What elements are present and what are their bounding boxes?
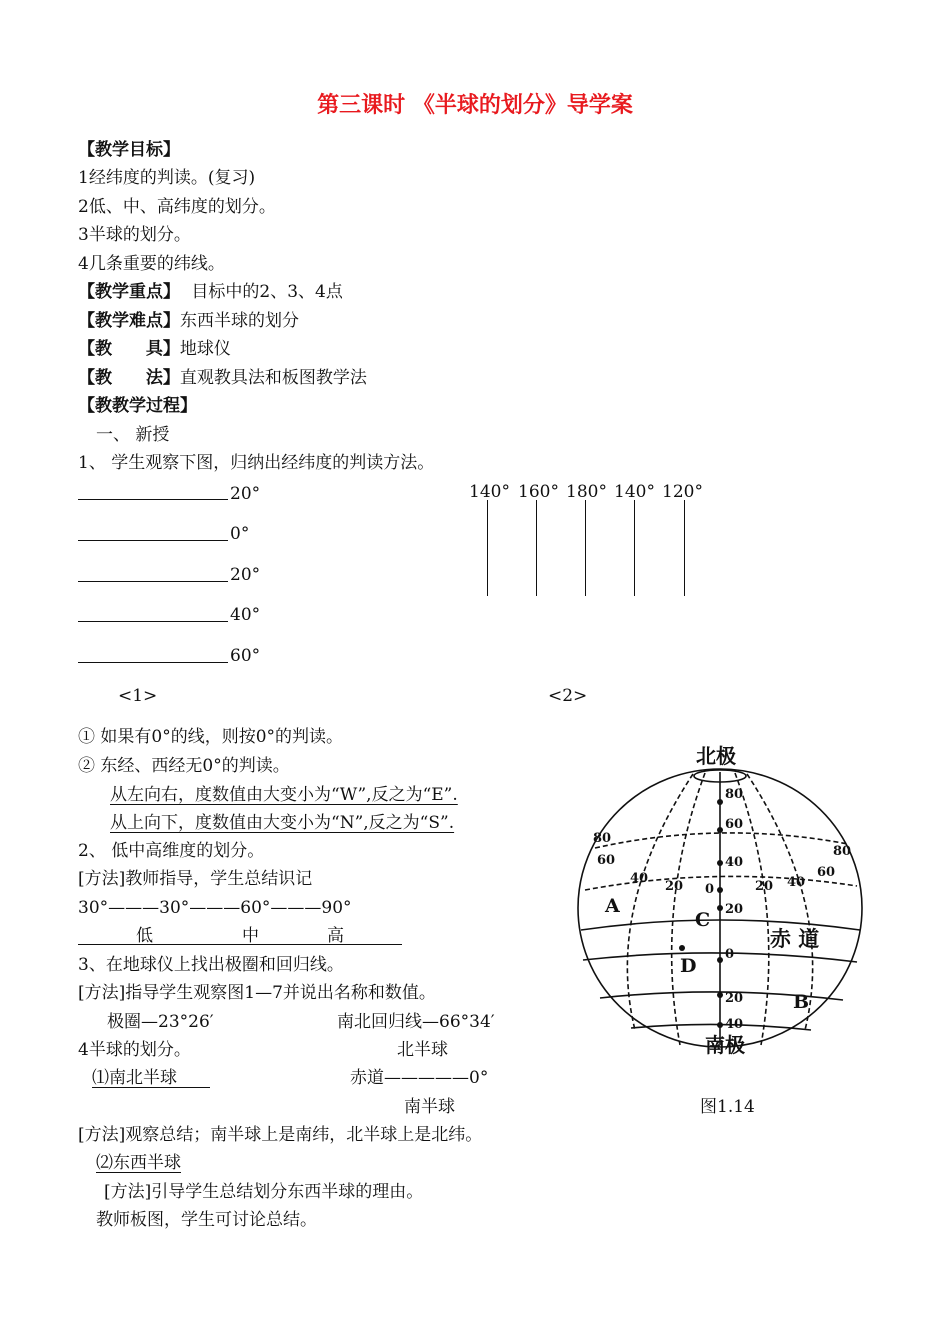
longitude-tick: 40 (630, 871, 649, 886)
point-d-label: D (680, 955, 697, 977)
longitude-tick: 80 (833, 844, 852, 859)
figure-1-caption: <1> (118, 686, 158, 706)
rule-1: ① 如果有0°的线，则按0°的判读。 (78, 727, 344, 747)
tick-dot (717, 860, 723, 866)
longitude-line (487, 500, 488, 596)
tools-label: 【教 具】 (78, 339, 180, 359)
objective-item: 4几条重要的纬线。 (78, 254, 225, 274)
key-points-label: 【教学重点】 (78, 282, 180, 302)
method-2: [方法]教师指导，学生总结识记 (78, 869, 313, 889)
tools-text: 地球仪 (179, 339, 231, 359)
globe-diagram (565, 740, 875, 1060)
longitude-line (585, 500, 586, 596)
objectives-heading: 【教学目标】 (78, 140, 180, 160)
latitude-tick: 0 (725, 947, 735, 962)
high-latitude-label: 高 (327, 926, 344, 946)
process-heading: 【教教学过程】 (78, 396, 197, 416)
latitude-tick: 20 (725, 991, 744, 1006)
tick-dot (717, 827, 723, 833)
tick-dot (717, 1022, 723, 1028)
difficulties-label: 【教学难点】 (78, 311, 180, 331)
objective-item: 1经纬度的判读。(复习) (78, 168, 256, 188)
step-4: 4半球的划分。 (78, 1040, 191, 1060)
step-1: 1、 学生观察下图，归纳出经纬度的判读方法。 (78, 453, 435, 473)
latitude-curve (595, 833, 848, 848)
point-d-dot (679, 945, 685, 951)
latitude-line (78, 499, 228, 500)
latitude-label: 20° (230, 565, 261, 585)
south-hemisphere-label: 南半球 (404, 1097, 455, 1117)
longitude-label: 140° (469, 482, 510, 502)
latitude-label: 40° (230, 605, 261, 625)
longitude-line (634, 500, 635, 596)
longitude-tick: 0 (705, 882, 715, 897)
rule-3: 从左向右，度数值由大变小为“W”,反之为“E”. (110, 785, 458, 805)
low-latitude-label: 低 (136, 926, 153, 946)
methods-label: 【教 法】 (78, 368, 180, 388)
rule-4: 从上向下，度数值由大变小为“N”,反之为“S”. (110, 813, 455, 833)
longitude-tick: 20 (755, 879, 774, 894)
ns-item-underline (120, 1087, 210, 1088)
equator-label: 赤 道 (770, 926, 820, 951)
point-b-label: B (793, 991, 810, 1013)
tick-dot (717, 799, 723, 805)
point-c-dot (717, 905, 723, 911)
north-pole-label: 北极 (696, 744, 736, 768)
longitude-label: 180° (566, 482, 607, 502)
latitude-tick: 40 (725, 855, 744, 870)
key-points-text: 目标中的2、3、4点 (191, 282, 343, 302)
longitude-label: 160° (518, 482, 559, 502)
tropics-value: 南北回归线—66°34′ (337, 1012, 495, 1032)
ew-hemisphere-item: ⑵东西半球 (96, 1153, 181, 1173)
latitude-tick: 80 (725, 787, 744, 802)
latitude-line (78, 581, 228, 582)
latitude-tick: 60 (725, 817, 744, 832)
ns-hemisphere-item: ⑴南北半球 (92, 1068, 177, 1088)
objective-item: 2低、中、高纬度的划分。 (78, 197, 276, 217)
longitude-label: 140° (614, 482, 655, 502)
section-heading: 一、 新授 (96, 425, 170, 445)
left-top-tick: 80 (593, 831, 612, 846)
latitude-line (78, 662, 228, 663)
longitude-tick: 60 (817, 865, 836, 880)
south-pole-label: 南极 (705, 1033, 745, 1057)
tick-dot (717, 957, 723, 963)
longitude-line (536, 500, 537, 596)
polar-circle-value: 极圈—23°26′ (107, 1012, 214, 1032)
closing-text: 教师板图，学生可讨论总结。 (96, 1210, 317, 1230)
equator-value: 赤道—————0° (350, 1068, 489, 1088)
page-title: 第三课时 《半球的划分》导学案 (317, 92, 633, 118)
tools-row (78, 339, 231, 359)
mid-latitude-label: 中 (242, 926, 259, 946)
latitude-scale-underline (78, 944, 402, 945)
latitude-scale: 30°———30°———60°———90° (78, 898, 352, 918)
point-c-label: C (695, 909, 711, 931)
objective-item: 3半球的划分。 (78, 225, 191, 245)
point-a-label: A (605, 895, 620, 917)
tick-dot (717, 992, 723, 998)
longitude-tick: 40 (787, 875, 806, 890)
method-5: [方法]引导学生总结划分东西半球的理由。 (104, 1182, 424, 1202)
latitude-line (78, 621, 228, 622)
methods-row (78, 368, 367, 388)
methods-text: 直观教具法和板图教学法 (179, 368, 367, 388)
latitude-tick: 40 (725, 1017, 744, 1032)
key-points-row (78, 282, 343, 302)
latitude-label: 0° (230, 524, 250, 544)
globe-caption: 图1.14 (700, 1097, 755, 1117)
longitude-line (684, 500, 685, 596)
latitude-label: 20° (230, 484, 261, 504)
figure-2-caption: <2> (548, 686, 588, 706)
latitude-line (78, 540, 228, 541)
left-top-tick: 60 (597, 853, 616, 868)
latitude-tick: 20 (725, 902, 744, 917)
tick-dot (717, 887, 723, 893)
method-3: [方法]指导学生观察图1—7并说出名称和数值。 (78, 983, 436, 1003)
longitude-label: 120° (662, 482, 703, 502)
step-3: 3、在地球仪上找出极圈和回归线。 (78, 955, 344, 975)
north-hemisphere-label: 北半球 (397, 1040, 448, 1060)
step-2: 2、 低中高维度的划分。 (78, 841, 265, 861)
latitude-label: 60° (230, 646, 261, 666)
longitude-tick: 20 (665, 879, 684, 894)
method-4: [方法]观察总结；南半球上是南纬，北半球上是北纬。 (78, 1125, 483, 1145)
rule-2: ② 东经、西经无0°的判读。 (78, 756, 290, 776)
difficulties-row (78, 311, 299, 331)
difficulties-text: 东西半球的划分 (180, 311, 299, 331)
